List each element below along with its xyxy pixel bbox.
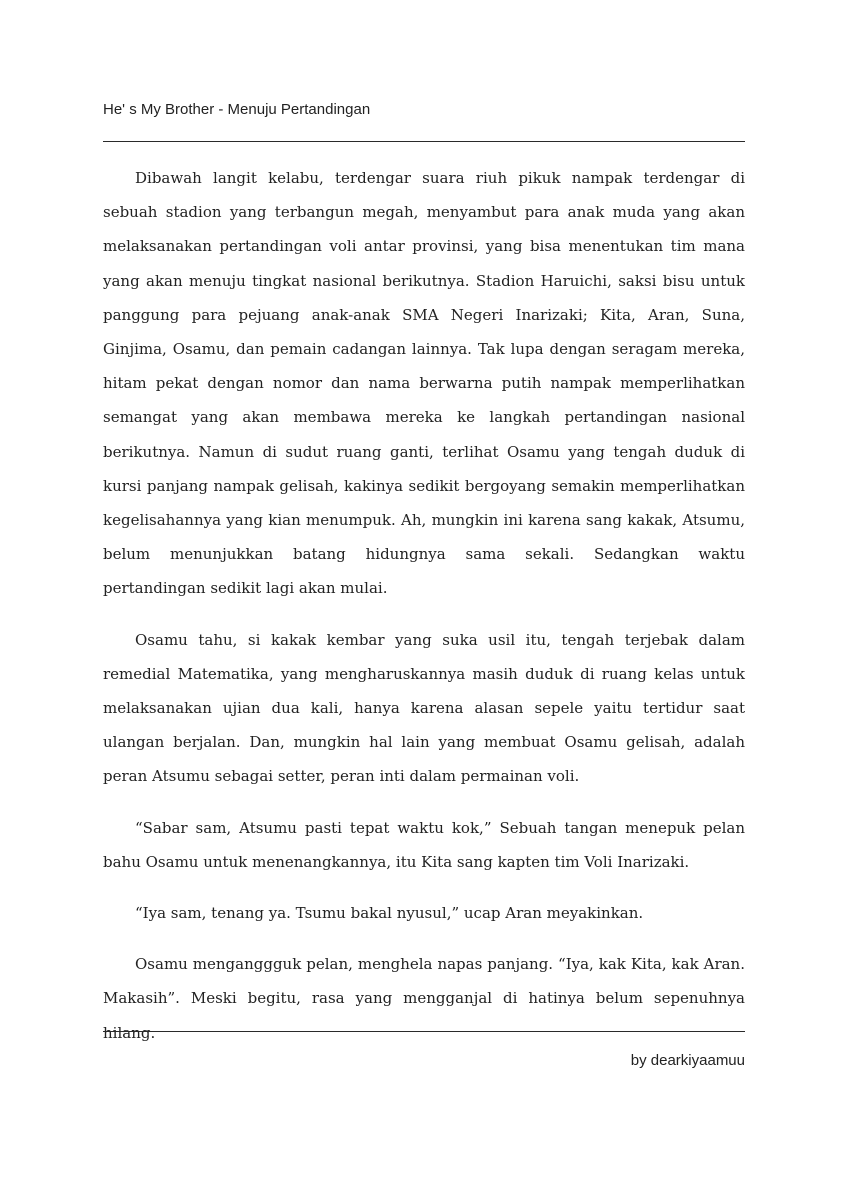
author-credit: by dearkiyaamuu bbox=[630, 1052, 745, 1069]
paragraph: “Sabar sam, Atsumu pasti tepat waktu kok,” Sebuah tangan menepuk pelan bahu Osamu untuk menenangkannya, itu Kita sang kapten tim Voli Inarizaki. bbox=[103, 818, 745, 871]
document-title: He' s My Brother - Menuju Pertandingan bbox=[103, 101, 371, 118]
story-body bbox=[103, 161, 745, 1067]
paragraph: Dibawah langit kelabu, terdengar suara riuh pikuk nampak terdengar di sebuah stadion yang terbangun megah, menyambut para anak muda yang akan melaksanakan pertandingan voli antar provinsi, yang bisa menentukan tim mana yang akan menuju tingkat nasional berikutnya. Stadion Haruichi, saksi bisu untuk panggung para pejuang anak-anak SMA Negeri Inarizaki; Kita, Aran, Suna, Ginjima, Osamu, dan pemain cadangan lainnya. Tak lupa dengan seragam mereka, hitam pekat dengan nomor dan nama berwarna putih nampak memperlihatkan semangat yang akan membawa mereka ke langkah pertandingan nasional berikutnya. Namun di sudut ruang ganti, terlihat Osamu yang tengah duduk di kursi panjang nampak gelisah, kakinya sedikit bergoyang semakin memperlihatkan kegelisahannya yang kian menumpuk. Ah, mungkin ini karena sang kakak, Atsumu, belum menunjukkan batang hidungnya sama sekali. Sedangkan waktu pertandingan sedikit lagi akan mulai. bbox=[103, 169, 745, 598]
footer-divider bbox=[103, 1031, 745, 1032]
header-divider bbox=[103, 141, 745, 142]
paragraph: Osamu tahu, si kakak kembar yang suka usil itu, tengah terjebak dalam remedial Matematika, yang mengharuskannya masih duduk di ruang kelas untuk melaksanakan ujian dua kali, hanya karena alasan sepele yaitu tertidur saat ulangan berjalan. Dan, mungkin hal lain yang membuat Osamu gelisah, adalah peran Atsumu sebagai setter, peran inti dalam permainan voli. bbox=[103, 630, 745, 786]
paragraph: “Iya sam, tenang ya. Tsumu bakal nyusul,” ucap Aran meyakinkan. bbox=[135, 904, 644, 923]
paragraph: Osamu menganggguk pelan, menghela napas panjang. “Iya, kak Kita, kak Aran. Makasih”. Meski begitu, rasa yang mengganjal di hatinya belum sepenuhnya hilang. bbox=[103, 955, 745, 1042]
